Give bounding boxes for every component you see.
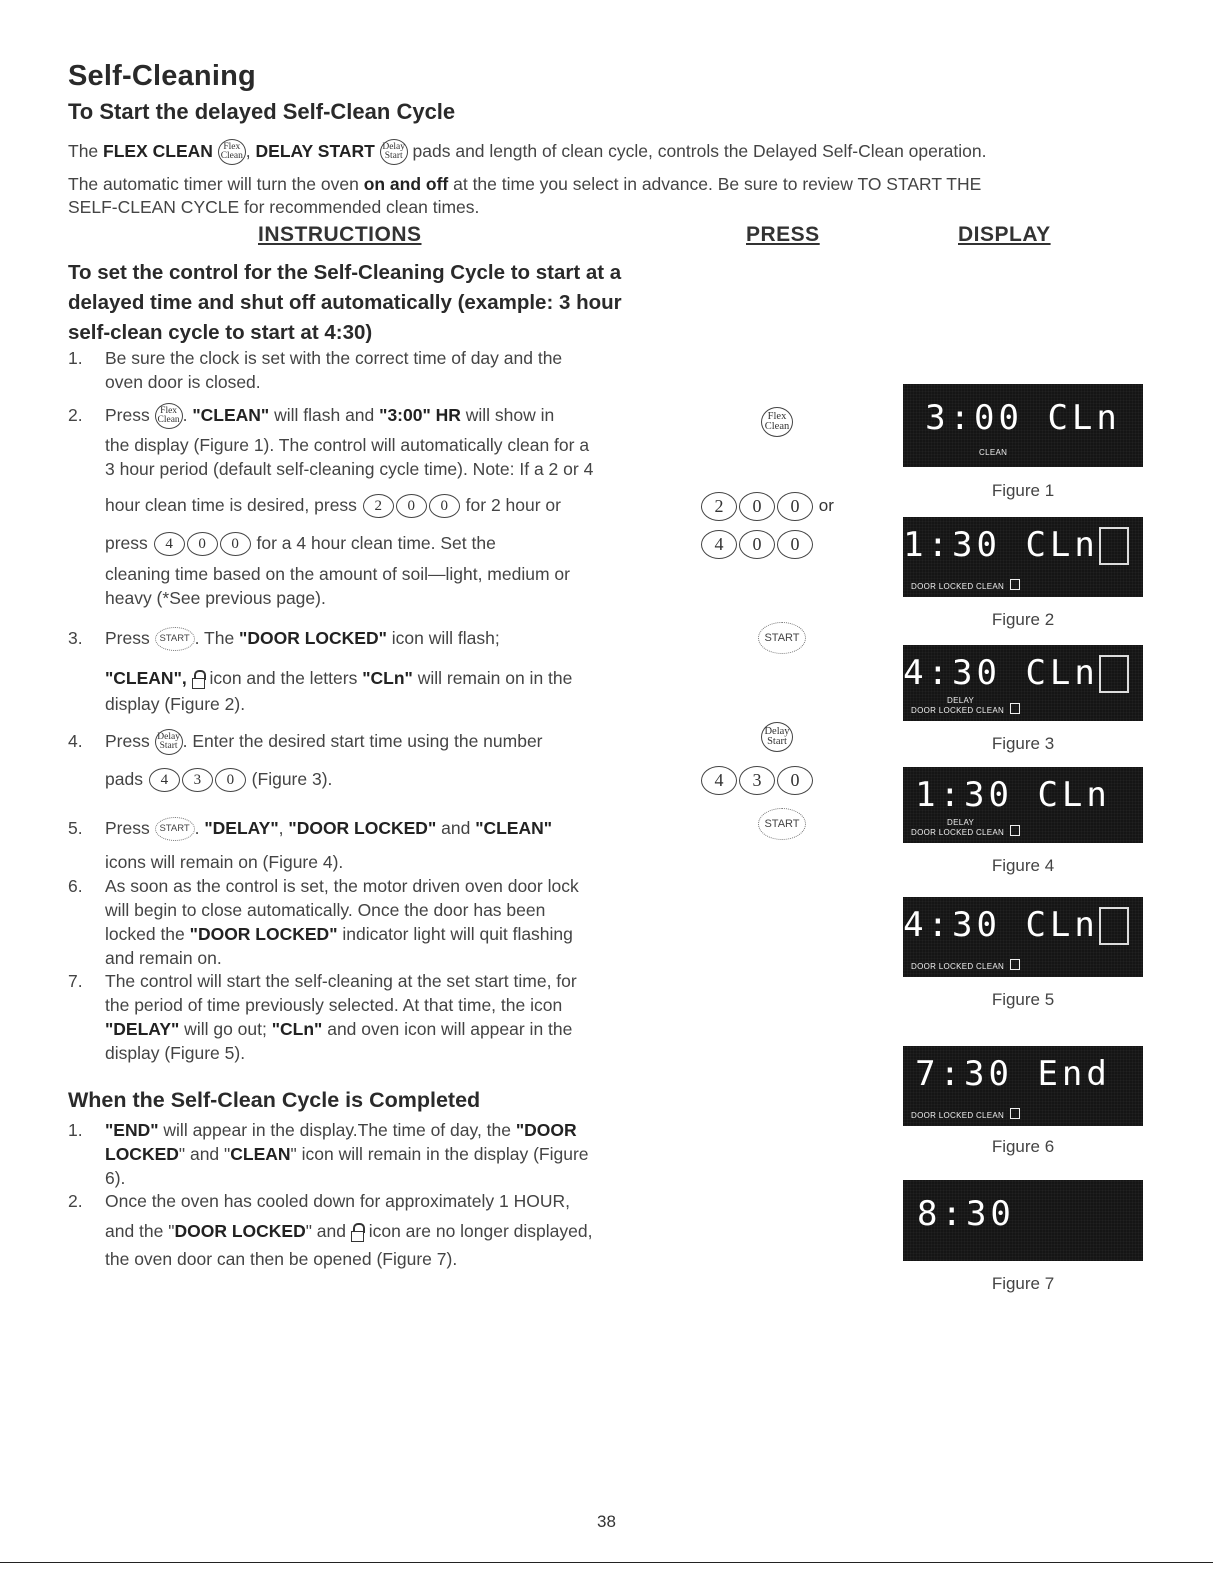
display-lock-icon [1010, 1108, 1020, 1119]
display-lock-icon [1010, 579, 1020, 590]
figure-4-caption: Figure 4 [991, 856, 1055, 875]
figure-2-caption: Figure 2 [991, 610, 1055, 629]
display-figure-4: 1:30 CLn DELAY DOOR LOCKED CLEAN [903, 767, 1143, 843]
pad-3-icon: 3 [182, 768, 213, 792]
pad-0-icon: 0 [739, 492, 775, 521]
display-lock-icon [1010, 703, 1020, 714]
pad-0-icon: 0 [777, 530, 813, 559]
figure-7-caption: Figure 7 [991, 1274, 1055, 1293]
page-subtitle: To Start the delayed Self-Clean Cycle [68, 99, 456, 124]
start-pad-icon: START [155, 817, 195, 841]
pad-0-icon: 0 [220, 532, 251, 556]
display-box-indicator [1099, 907, 1129, 945]
pad-0-icon: 0 [215, 768, 246, 792]
display-figure-5: 4:30 CLn DOOR LOCKED CLEAN [903, 897, 1143, 977]
flex-clean-pad-icon: Flex Clean [218, 139, 246, 165]
press-2-0-0: 2 0 0 or [700, 492, 834, 521]
press-4-0-0 [700, 530, 814, 559]
pad-0-icon: 0 [396, 494, 427, 518]
display-header: DISPLAY [958, 223, 1051, 246]
figure-6-caption: Figure 6 [991, 1137, 1055, 1156]
pad-0-icon: 0 [739, 530, 775, 559]
press-header: PRESS [746, 223, 820, 246]
instructions-header: INSTRUCTIONS [258, 223, 422, 246]
press-4-3-0 [700, 766, 814, 795]
display-lock-icon [1010, 959, 1020, 970]
pad-2-icon: 2 [363, 494, 394, 518]
display-figure-3: 4:30 CLn DELAY DOOR LOCKED CLEAN [903, 645, 1143, 721]
lock-icon [351, 1223, 364, 1241]
display-box-indicator [1099, 655, 1129, 693]
lock-icon [192, 670, 205, 688]
page-number: 38 [597, 1512, 616, 1531]
pad-4-icon: 4 [149, 768, 180, 792]
intro-paragraph-2: The automatic timer will turn the oven on and off at the time you select in advance. Be sure to review TO START THE [68, 174, 982, 194]
pad-0-icon: 0 [187, 532, 218, 556]
press-delay-start [761, 722, 793, 752]
figure-1-caption: Figure 1 [991, 481, 1055, 500]
figure-3-caption: Figure 3 [991, 734, 1055, 753]
press-flex-clean [761, 407, 793, 437]
display-lock-icon [1010, 825, 1020, 836]
display-figure-7: 8:30 [903, 1180, 1143, 1261]
press-start-1 [758, 622, 806, 654]
pad-0-icon: 0 [777, 766, 813, 795]
start-pad-icon: START [155, 627, 195, 651]
delay-start-pad-icon: Delay Start [761, 722, 793, 752]
intro-paragraph-1: The FLEX CLEAN Flex Clean , DELAY START Delay Start pads and length of clean cycle, controls the Delayed Self-Clean operation. [68, 139, 987, 165]
start-pad-icon: START [758, 622, 806, 654]
press-start-2 [758, 808, 806, 840]
display-box-indicator [1099, 527, 1129, 565]
pad-3-icon: 3 [739, 766, 775, 795]
section-heading: To set the control for the Self-Cleaning Cycle to start at a delayed time and shut off automatically (example: 3 hour self-clean cycle to start at 4:30) [68, 261, 622, 344]
flex-clean-pad-icon: Flex Clean [155, 403, 183, 429]
display-figure-2: 1:30 CLn DOOR LOCKED CLEAN [903, 517, 1143, 597]
pad-0-icon: 0 [777, 492, 813, 521]
display-figure-6: 7:30 End DOOR LOCKED CLEAN [903, 1046, 1143, 1126]
page-title: Self-Cleaning [68, 60, 256, 92]
flex-clean-pad-icon: Flex Clean [761, 407, 793, 437]
delay-start-pad-icon: Delay Start [380, 139, 408, 165]
pad-2-icon: 2 [701, 492, 737, 521]
pad-4-icon: 4 [701, 530, 737, 559]
pad-0-icon: 0 [429, 494, 460, 518]
completed-heading: When the Self-Clean Cycle is Completed [68, 1088, 481, 1112]
pad-4-icon: 4 [701, 766, 737, 795]
figure-5-caption: Figure 5 [991, 990, 1055, 1009]
display-figure-1: 3:00 CLn CLEAN [903, 384, 1143, 467]
delay-start-pad-icon: Delay Start [155, 729, 183, 755]
pad-4-icon: 4 [154, 532, 185, 556]
start-pad-icon: START [758, 808, 806, 840]
intro-paragraph-3: SELF-CLEAN CYCLE for recommended clean times. [68, 197, 480, 217]
bottom-rule [0, 1562, 1213, 1563]
